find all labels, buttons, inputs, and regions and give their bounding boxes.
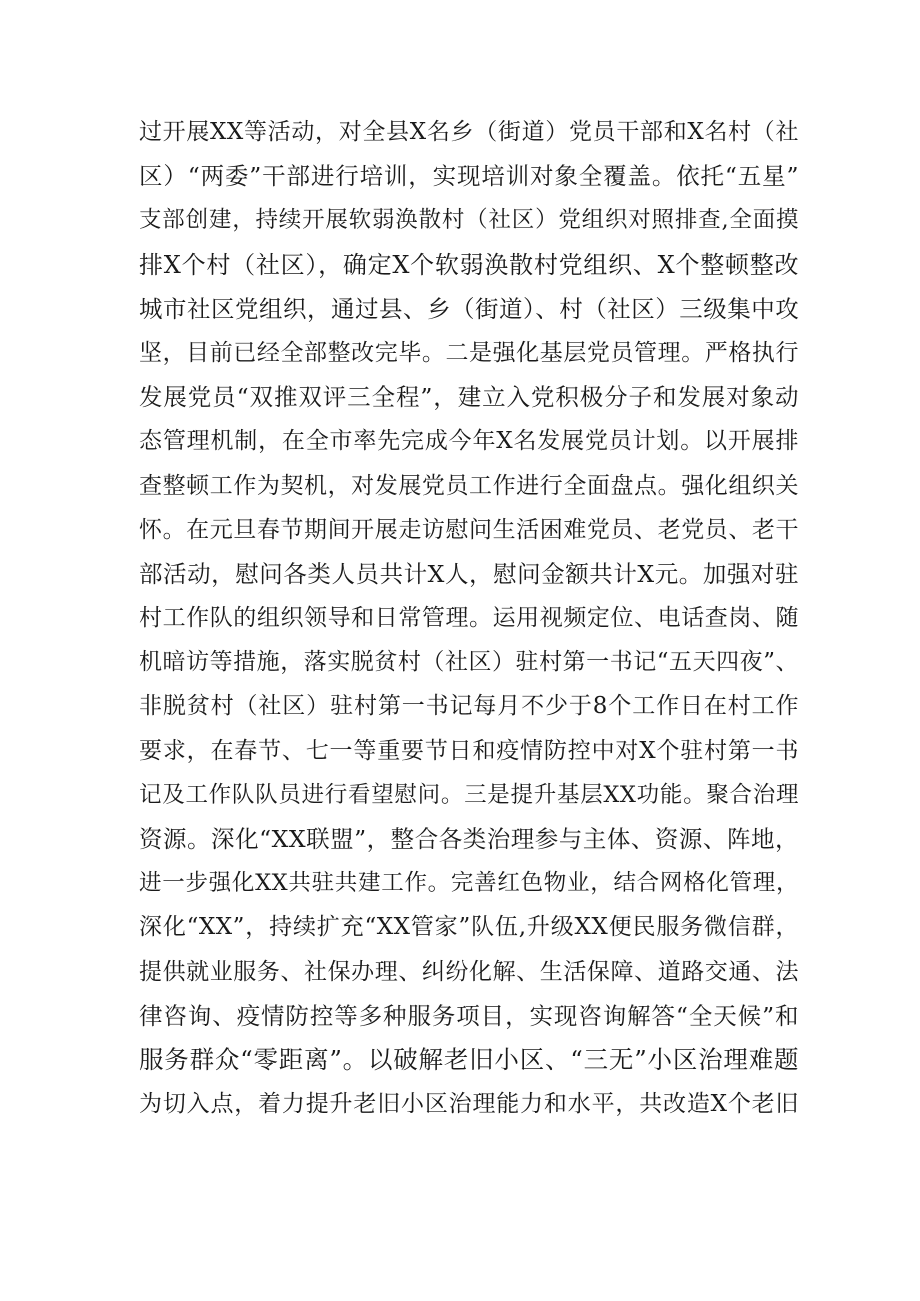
text-line: 为切入点，着力提升老旧小区治理能力和水平，共改造X个老旧 [139,1091,799,1118]
text-line: 机暗访等措施，落实脱贫村（社区）驻村第一书记“五天四夜”、 [139,649,799,676]
text-line: 过开展XX等活动，对全县X名乡（街道）党员干部和X名村（社 [139,119,799,145]
text-line: 区）“两委”干部进行培训，实现培训对象全覆盖。依托“五星” [139,162,799,191]
text-line: 怀。在元旦春节期间开展走访慰问生活困难党员、老党员、老干 [139,516,799,543]
text-line: 支部创建，持续开展软弱涣散村（社区）党组织对照排查,全面摸 [139,207,799,234]
text-line: 排X个村（社区），确定X个软弱涣散村党组织、X个整顿整改 [139,250,799,279]
text-line: 服务群众“零距离”。以破解老旧小区、“三无”小区治理难题 [139,1044,799,1074]
text-line: 进一步强化XX共驻共建工作。完善红色物业，结合网格化管理， [139,870,799,897]
text-line: 查整顿工作为契机，对发展党员工作进行全面盘点。强化组织关 [139,472,799,499]
text-line: 律咨询、疫情防控等多种服务项目，实现咨询解答“全天候”和 [139,1001,799,1030]
text-line: 深化“XX”，持续扩充“XX管家”队伍,升级XX便民服务微信群， [139,914,799,941]
text-line: 记及工作队队员进行看望慰问。三是提升基层XX功能。聚合治理 [139,781,799,808]
text-line: 坚，目前已经全部整改完毕。二是强化基层党员管理。严格执行 [139,339,799,366]
text-line: 提供就业服务、社保办理、纠纷化解、生活保障、道路交通、法 [139,958,799,985]
body-text [139,110,799,1126]
text-line: 部活动，慰问各类人员共计X人，慰问金额共计X元。加强对驻 [139,559,799,588]
text-line: 非脱贫村（社区）驻村第一书记每月不少于8个工作日在村工作 [139,693,799,720]
text-line: 态管理机制，在全市率先完成今年X名发展党员计划。以开展排 [139,428,799,455]
text-line: 要求，在春节、七一等重要节日和疫情防控中对X个驻村第一书 [139,737,799,764]
text-line: 发展党员“双推双评三全程”，建立入党积极分子和发展对象动 [139,383,799,412]
text-line: 城市社区党组织，通过县、乡（街道）、村（社区）三级集中攻 [139,294,800,323]
text-line: 资源。深化“XX联盟”，整合各类治理参与主体、资源、阵地， [139,825,799,853]
text-line: 村工作队的组织领导和日常管理。运用视频定位、电话查岗、随 [139,605,799,632]
